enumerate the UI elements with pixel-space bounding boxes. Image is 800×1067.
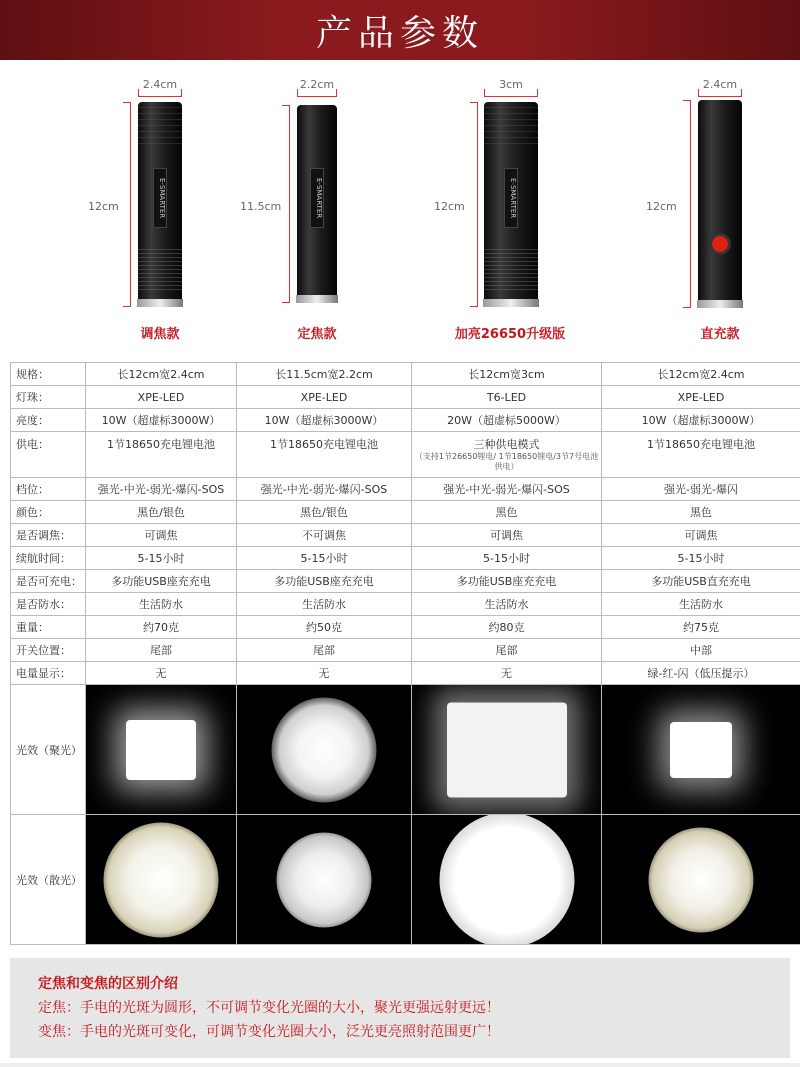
bottom-divider	[0, 1063, 800, 1067]
table-cell: 1节18650充电锂电池	[237, 432, 412, 478]
table-cell: 尾部	[237, 639, 412, 662]
flood-beam-26650	[412, 815, 602, 945]
product-caption: 直充款	[700, 327, 740, 342]
note-line-zoom: 变焦：手电的光斑可变化，可调节变化光圈大小，泛光更亮照射范围更广！	[38, 1024, 500, 1040]
row-label: 电量显示：	[11, 662, 86, 685]
table-row	[11, 501, 800, 524]
table-cell: 10W（超虚标3000W）	[86, 409, 237, 432]
table-cell: 可调焦	[602, 524, 800, 547]
table-cell: 多功能USB座充充电	[412, 570, 602, 593]
table-row	[11, 409, 800, 432]
table-row	[11, 478, 800, 501]
product-direct-charge	[600, 60, 800, 355]
spot-beam-zoom	[86, 685, 237, 815]
spot-beam-fixed	[237, 685, 412, 815]
table-cell: 不可调焦	[237, 524, 412, 547]
table-cell: XPE-LED	[602, 386, 800, 409]
table-row	[11, 524, 800, 547]
table-cell: XPE-LED	[86, 386, 237, 409]
table-cell: 黑色/银色	[237, 501, 412, 524]
height-label: 12cm	[434, 200, 465, 213]
table-cell: 尾部	[412, 639, 602, 662]
table-cell: 生活防水	[86, 593, 237, 616]
table-cell: 无	[237, 662, 412, 685]
row-label: 是否可充电：	[11, 570, 86, 593]
table-row	[11, 616, 800, 639]
width-dimension	[484, 78, 538, 91]
table-cell: 强光-中光-弱光-爆闪-SOS	[237, 478, 412, 501]
table-row	[11, 547, 800, 570]
width-label: 2.2cm	[299, 78, 335, 91]
table-cell: 黑色	[602, 501, 800, 524]
spot-beam-direct	[602, 685, 800, 815]
table-row	[11, 386, 800, 409]
beam-flood-row	[11, 815, 800, 945]
height-dimension	[282, 105, 290, 303]
row-label: 供电：	[11, 432, 86, 478]
table-cell: 无	[412, 662, 602, 685]
product-caption: 调焦款	[140, 327, 180, 342]
table-cell: 强光-中光-弱光-爆闪-SOS	[412, 478, 602, 501]
table-cell: 中部	[602, 639, 800, 662]
table-cell: 约70克	[86, 616, 237, 639]
table-cell: 可调焦	[86, 524, 237, 547]
power-button-icon	[709, 233, 731, 255]
product-caption: 定焦款	[297, 327, 337, 342]
row-label: 续航时间：	[11, 547, 86, 570]
table-cell: 长12cm宽2.4cm	[86, 363, 237, 386]
flashlight-direct-image	[698, 100, 742, 308]
table-row	[11, 662, 800, 685]
row-label: 颜色：	[11, 501, 86, 524]
row-label: 灯珠：	[11, 386, 86, 409]
flood-beam-direct	[602, 815, 800, 945]
table-row	[11, 432, 800, 478]
row-label: 是否调焦：	[11, 524, 86, 547]
table-cell: 约50克	[237, 616, 412, 639]
table-cell: 10W（超虚标3000W）	[602, 409, 800, 432]
table-cell	[412, 432, 602, 478]
product-fixed-focus	[200, 60, 400, 355]
title-banner	[0, 0, 800, 60]
table-cell: 5-15小时	[86, 547, 237, 570]
width-label: 2.4cm	[702, 78, 738, 91]
table-cell: 强光-中光-弱光-爆闪-SOS	[86, 478, 237, 501]
row-label: 规格：	[11, 363, 86, 386]
table-cell: 约80克	[412, 616, 602, 639]
table-cell: 约75克	[602, 616, 800, 639]
table-cell: 长11.5cm宽2.2cm	[237, 363, 412, 386]
row-label: 光效（聚光）	[11, 685, 86, 815]
table-cell: 20W（超虚标5000W）	[412, 409, 602, 432]
width-dimension	[698, 78, 742, 91]
width-dimension	[297, 78, 337, 91]
table-cell: 长12cm宽3cm	[412, 363, 602, 386]
product-caption: 加亮26650升级版	[454, 327, 566, 342]
table-cell: 生活防水	[602, 593, 800, 616]
product-26650	[400, 60, 600, 355]
width-label: 3cm	[499, 78, 523, 91]
table-row	[11, 570, 800, 593]
table-cell: 多功能USB座充充电	[237, 570, 412, 593]
flood-beam-fixed	[237, 815, 412, 945]
table-cell: 10W（超虚标3000W）	[237, 409, 412, 432]
table-cell: 5-15小时	[237, 547, 412, 570]
note-title: 定焦和变焦的区别介绍	[38, 976, 178, 992]
row-label: 开关位置：	[11, 639, 86, 662]
flashlight-zoom-image: E-SMARTER	[138, 102, 182, 307]
product-zoom	[0, 60, 200, 355]
flood-beam-zoom	[86, 815, 237, 945]
table-cell: 黑色/银色	[86, 501, 237, 524]
table-cell: 1节18650充电锂电池	[86, 432, 237, 478]
table-cell: 黑色	[412, 501, 602, 524]
row-label: 是否防水：	[11, 593, 86, 616]
row-label: 档位：	[11, 478, 86, 501]
width-dimension	[138, 78, 182, 91]
table-cell: 生活防水	[237, 593, 412, 616]
table-cell: 生活防水	[412, 593, 602, 616]
row-label: 光效（散光）	[11, 815, 86, 945]
power-mode-note: （支持1节26650锂电/ 1节18650锂电/3节7号电池供电）	[414, 452, 599, 471]
beam-spot-row	[11, 685, 800, 815]
height-label: 12cm	[646, 200, 677, 213]
table-cell: 5-15小时	[602, 547, 800, 570]
height-dimension	[123, 102, 131, 307]
table-cell: T6-LED	[412, 386, 602, 409]
note-line-fixed: 定焦：手电的光斑为圆形，不可调节变化光圈的大小，聚光更强远射更远！	[38, 1000, 500, 1016]
table-cell: 可调焦	[412, 524, 602, 547]
height-label: 12cm	[88, 200, 119, 213]
table-cell: 强光-弱光-爆闪	[602, 478, 800, 501]
table-cell: 长12cm宽2.4cm	[602, 363, 800, 386]
table-row	[11, 593, 800, 616]
row-label: 亮度：	[11, 409, 86, 432]
table-cell: 无	[86, 662, 237, 685]
table-cell: 尾部	[86, 639, 237, 662]
height-dimension	[470, 102, 478, 307]
table-cell: 绿-红-闪（低压提示）	[602, 662, 800, 685]
table-cell: 多功能USB直充充电	[602, 570, 800, 593]
table-cell: 5-15小时	[412, 547, 602, 570]
spot-beam-26650	[412, 685, 602, 815]
height-label: 11.5cm	[240, 200, 282, 213]
power-mode-title: 三种供电模式	[473, 438, 540, 451]
height-dimension	[683, 100, 691, 308]
product-gallery	[0, 60, 800, 355]
spec-table	[10, 362, 800, 945]
table-cell: XPE-LED	[237, 386, 412, 409]
focus-difference-note	[10, 958, 790, 1058]
table-row	[11, 363, 800, 386]
row-label: 重量：	[11, 616, 86, 639]
table-cell: 1节18650充电锂电池	[602, 432, 800, 478]
flashlight-26650-image: E-SMARTER	[484, 102, 538, 307]
table-cell: 多功能USB座充充电	[86, 570, 237, 593]
flashlight-fixed-image: E-SMARTER	[297, 105, 337, 303]
width-label: 2.4cm	[142, 78, 178, 91]
page-title: 产品参数	[315, 12, 484, 54]
table-row	[11, 639, 800, 662]
